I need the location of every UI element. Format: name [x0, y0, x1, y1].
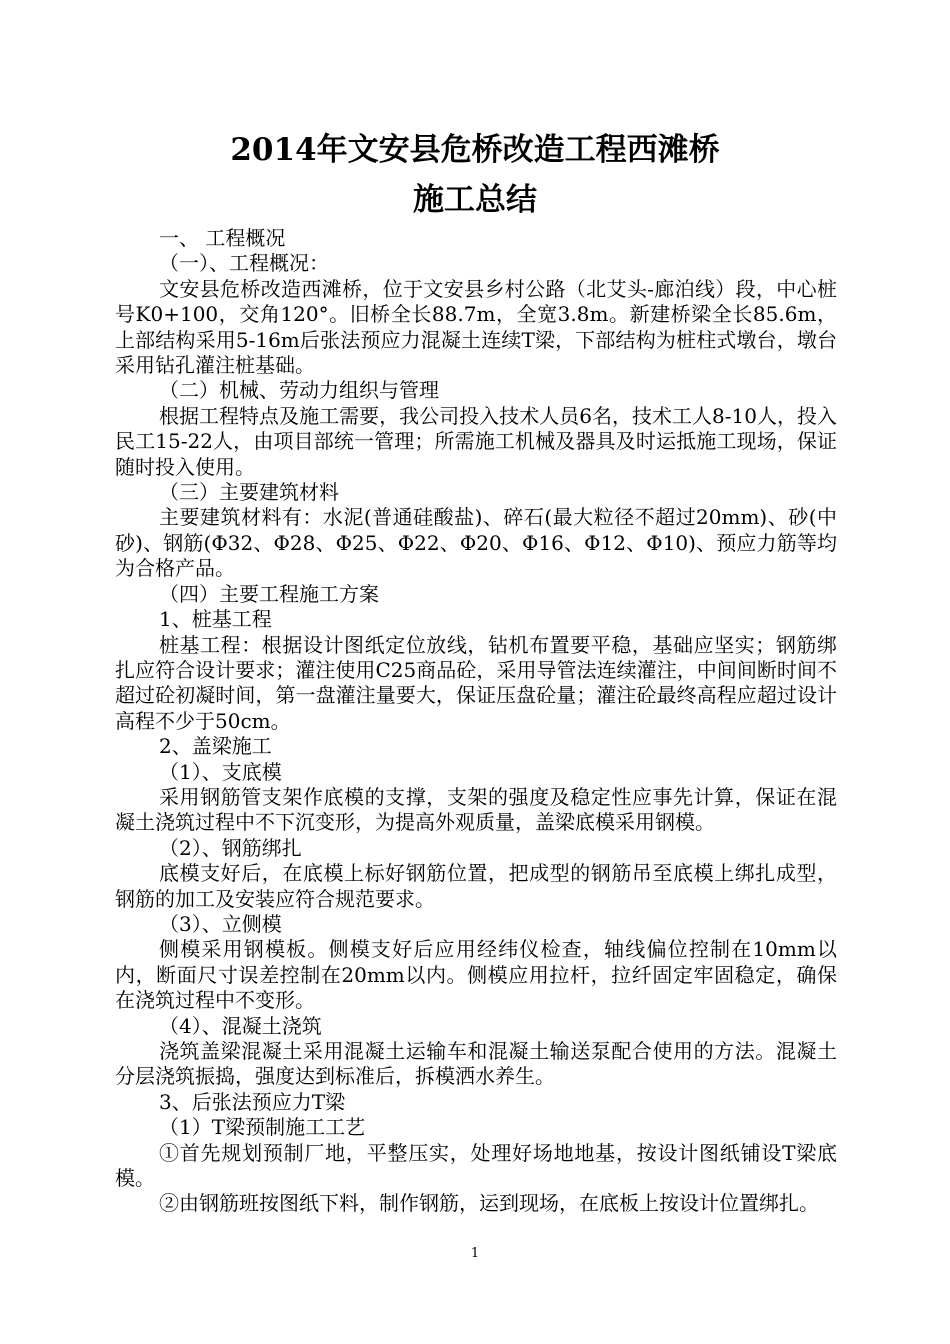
subsection-heading: （2）、钢筋绑扎: [159, 835, 302, 860]
paragraph: 根据工程特点及施工需要，我公司投入技术人员6名，技术工人8-10人，投入民工15-22人，由项目部统一管理；所需施工机械及器具及时运抵施工现场，保证随时投入使用。: [115, 403, 837, 479]
subsection-heading: （三）主要建筑材料: [159, 480, 339, 505]
subsection-heading: （二）机械、劳动力组织与管理: [159, 378, 439, 403]
paragraph: 底模支好后，在底模上标好钢筋位置，把成型的钢筋吊至底模上绑扎成型，钢筋的加工及安装应符合规范要求。: [115, 861, 837, 911]
subsection-heading: 1、桩基工程: [159, 607, 272, 632]
document-title: 2014年文安县危桥改造工程西滩桥: [230, 132, 720, 168]
section-heading: 一、 工程概况: [159, 226, 286, 250]
document-subtitle: 施工总结: [413, 182, 537, 218]
subsection-heading: （1）、支底模: [159, 759, 282, 784]
subsection-heading: （四）主要工程施工方案: [159, 581, 379, 606]
subsection-heading: （1）T梁预制施工工艺: [159, 1115, 366, 1140]
paragraph: ①首先规划预制厂地，平整压实，处理好场地地基，按设计图纸铺设T梁底模。: [115, 1140, 837, 1191]
document-body: [115, 226, 837, 1217]
page-number: 1: [470, 1246, 480, 1261]
subsection-heading: （一）、工程概况：: [159, 251, 329, 276]
paragraph: 桩基工程：根据设计图纸定位放线，钻机布置要平稳，基础应坚实；钢筋绑扎应符合设计要求；灌注使用C25商品砼，采用导管法连续灌注，中间间断时间不超过砼初凝时间，第一盘灌注量要大，保证压盘砼量；灌注砼最终高程应超过设计高程不少于50cm。: [115, 632, 837, 733]
paragraph: 侧模采用钢模板。侧模支好后应用经纬仪检查，轴线偏位控制在10mm以内，断面尺寸误差控制在20mm以内。侧模应用拉杆，拉纤固定牢固稳定，确保在浇筑过程中不变形。: [115, 937, 837, 1013]
subsection-heading: （3）、立侧模: [159, 911, 282, 936]
paragraph: 采用钢筋管支架作底模的支撑，支架的强度及稳定性应事先计算，保证在混凝土浇筑过程中不下沉变形，为提高外观质量，盖梁底模采用钢模。: [115, 784, 837, 835]
subsection-heading: （4）、混凝土浇筑: [159, 1013, 322, 1038]
paragraph: ②由钢筋班按图纸下料，制作钢筋，运到现场，在底板上按设计位置绑扎。: [159, 1191, 819, 1216]
paragraph: 主要建筑材料有：水泥(普通硅酸盐)、碎石(最大粒径不超过20mm)、砂(中砂)、钢筋(Φ32、Φ28、Φ25、Φ22、Φ20、Φ16、Φ12、Φ10)、预应力筋等均为合格产品。: [115, 505, 837, 581]
subsection-heading: 2、盖梁施工: [159, 734, 272, 759]
subsection-heading: 3、后张法预应力T梁: [159, 1089, 346, 1114]
paragraph: 文安县危桥改造西滩桥，位于文安县乡村公路（北艾头-廊泊线）段，中心桩号K0+100，交角120°。旧桥全长88.7m，全宽3.8m。新建桥梁全长85.6m，上部结构采用5-16m后张法预应力混凝土连续T梁，下部结构为桩柱式墩台，墩台采用钻孔灌注桩基础。: [115, 276, 837, 378]
paragraph: 浇筑盖梁混凝土采用混凝土运输车和混凝土输送泵配合使用的方法。混凝土分层浇筑振捣，强度达到标准后，拆模洒水养生。: [115, 1039, 837, 1089]
